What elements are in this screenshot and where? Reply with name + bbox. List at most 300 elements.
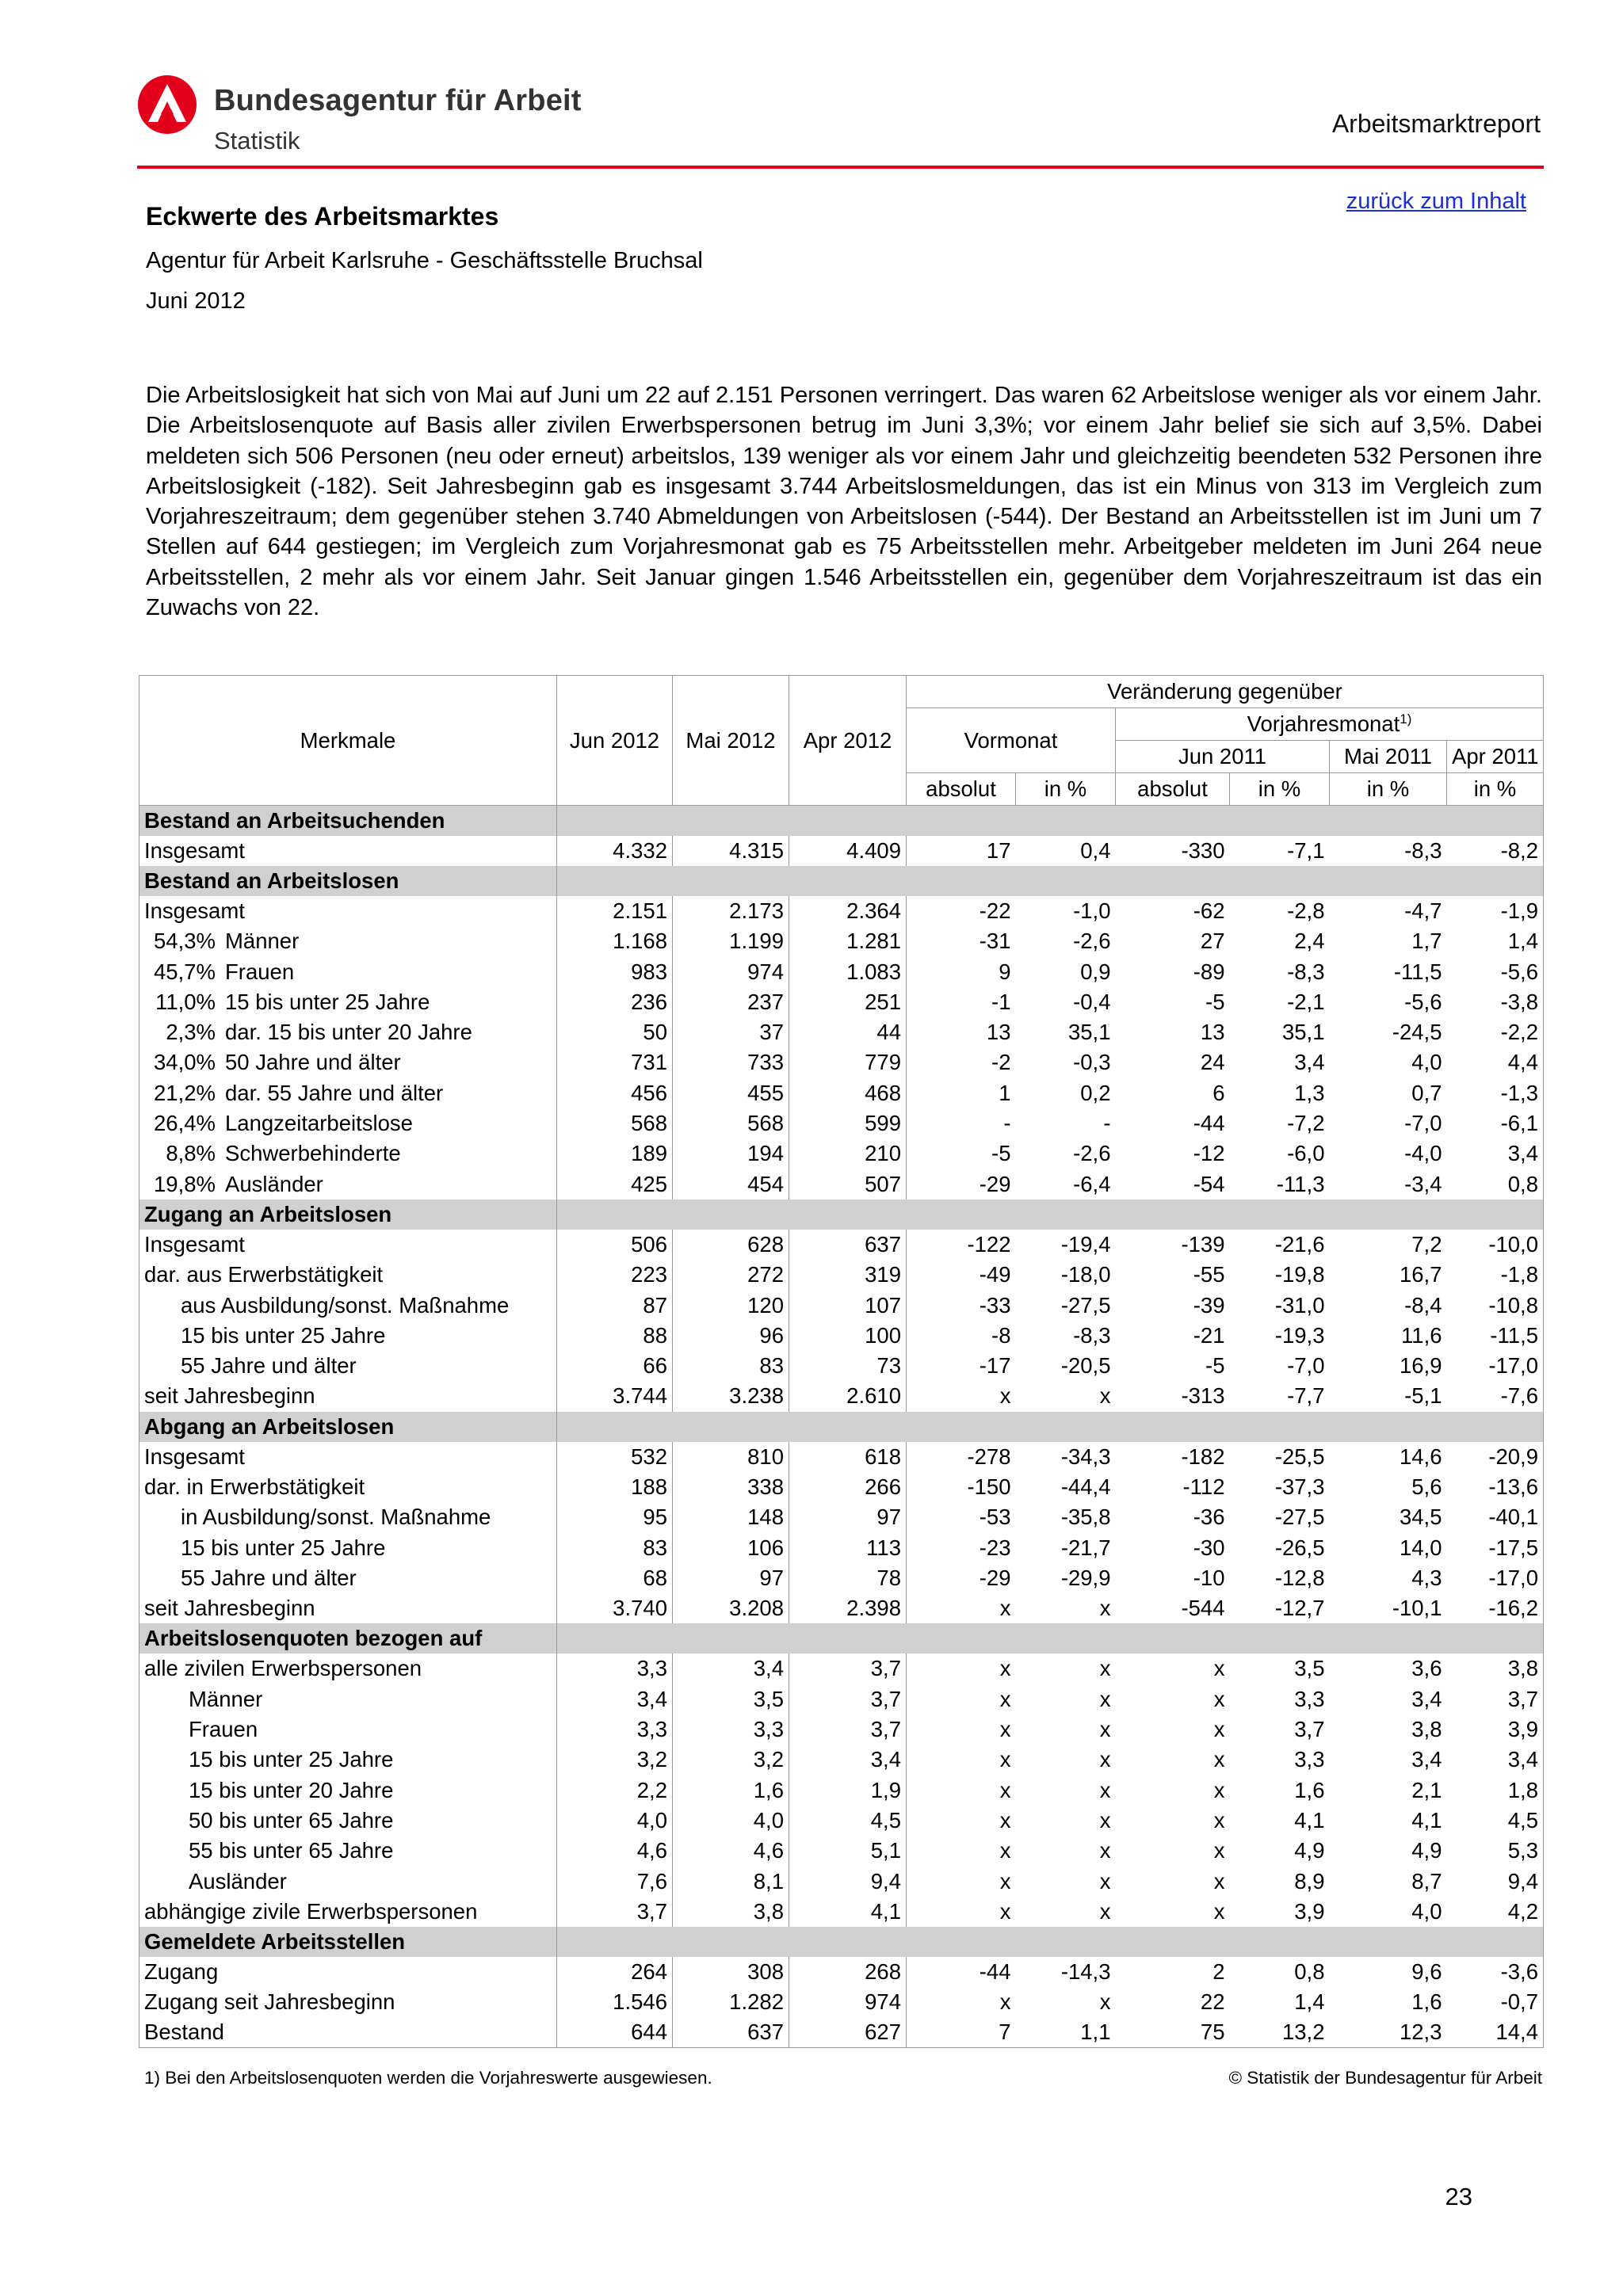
section-label: Zugang an Arbeitslosen: [139, 1199, 557, 1230]
cell-value: -17,0: [1488, 1353, 1538, 1379]
cell-value: -6,0: [1287, 1141, 1325, 1166]
cell-value: x: [1099, 1989, 1111, 2015]
row-label-text: dar. aus Erwerbstätigkeit: [144, 1262, 384, 1287]
cell-value: 0,8: [1294, 1959, 1325, 1985]
cell-value: -35,8: [1060, 1505, 1111, 1530]
cell-value: 731: [557, 1047, 673, 1077]
cell-value: 22: [1200, 1989, 1225, 2015]
cell-value: 210: [789, 1138, 907, 1169]
table-row: [139, 1866, 1544, 1896]
cell-value: -313: [1181, 1383, 1225, 1409]
cell-value: -10: [1193, 1565, 1225, 1590]
table-row: [139, 1078, 1544, 1108]
cell-value: x: [999, 1383, 1011, 1409]
cell-value: x: [1213, 1868, 1225, 1894]
cell-value: 3.744: [557, 1381, 673, 1411]
cell-value: -330: [1181, 837, 1225, 863]
cell-value: 223: [557, 1260, 673, 1290]
cell-value: 3,2: [673, 1745, 789, 1775]
table-row: [139, 1532, 1544, 1562]
cell-value: -2,8: [1287, 898, 1325, 923]
cell-value: 4,0: [557, 1806, 673, 1836]
page-number: 23: [1445, 2183, 1472, 2210]
cell-value: 13,2: [1281, 2019, 1325, 2045]
share-percent: 21,2%: [154, 1080, 216, 1105]
cell-value: 3,4: [1411, 1747, 1442, 1772]
cell-value: 974: [673, 956, 789, 986]
cell-value: -33: [979, 1292, 1011, 1318]
cell-value: 810: [673, 1442, 789, 1472]
table-row: [139, 1714, 1544, 1745]
row-label-text: Ausländer: [189, 1868, 287, 1894]
table-row: [139, 1987, 1544, 2017]
section-header-row: [139, 806, 1544, 836]
row-label-text: Insgesamt: [144, 1444, 245, 1469]
section-fill: [557, 806, 1544, 836]
table-row: [139, 1230, 1544, 1260]
table-row: [139, 1502, 1544, 1532]
cell-value: -11,5: [1490, 1322, 1538, 1348]
cell-value: 3,5: [1294, 1656, 1325, 1681]
cell-value: 4,3: [1411, 1565, 1442, 1590]
cell-value: -5: [991, 1141, 1011, 1166]
col-header-merkmale: Merkmale: [139, 676, 557, 806]
cell-value: -0,7: [1500, 1989, 1538, 2015]
cell-value: -3,6: [1500, 1959, 1538, 1985]
cell-value: 532: [557, 1442, 673, 1472]
row-label: [139, 1442, 557, 1472]
share-percent: 54,3%: [154, 929, 216, 954]
cell-value: 11,6: [1401, 1322, 1442, 1348]
cell-value: x: [999, 1807, 1011, 1833]
cell-value: 3,3: [673, 1714, 789, 1745]
cell-value: 27: [1200, 929, 1225, 954]
cell-value: 4,0: [673, 1806, 789, 1836]
cell-value: 14,4: [1495, 2019, 1538, 2045]
cell-value: -21: [1193, 1322, 1225, 1348]
col-header-vorjahresmonat: [1116, 708, 1544, 741]
cell-value: -5: [1205, 989, 1225, 1014]
cell-value: 5,6: [1411, 1474, 1442, 1499]
cell-value: 34,5: [1399, 1505, 1442, 1530]
org-subtitle: Statistik: [214, 127, 300, 154]
report-title: Arbeitsmarktreport: [1331, 109, 1541, 138]
row-label-text: abhängige zivile Erwerbspersonen: [144, 1898, 478, 1924]
cell-value: 637: [789, 1230, 907, 1260]
table-row: [139, 1442, 1544, 1472]
cell-value: -40,1: [1488, 1505, 1538, 1530]
cell-value: -7,0: [1287, 1353, 1325, 1379]
table-row: [139, 1745, 1544, 1775]
cell-value: 13: [1200, 1020, 1225, 1045]
table-row: [139, 1836, 1544, 1866]
cell-value: 1.281: [789, 926, 907, 956]
cell-value: 3,2: [557, 1745, 673, 1775]
section-label: Bestand an Arbeitslosen: [139, 866, 557, 896]
row-label: [139, 1017, 557, 1047]
cell-value: 3,4: [1294, 1050, 1325, 1075]
cell-value: 3,5: [673, 1684, 789, 1714]
table-row: [139, 1684, 1544, 1714]
cell-value: 1,8: [1507, 1777, 1538, 1802]
cell-value: -278: [967, 1444, 1011, 1469]
cell-value: x: [999, 1656, 1011, 1681]
row-label: [139, 1321, 557, 1351]
cell-value: -1,8: [1500, 1262, 1538, 1287]
cell-value: x: [1099, 1898, 1111, 1924]
cell-value: 272: [673, 1260, 789, 1290]
section-header-row: [139, 1412, 1544, 1442]
cell-value: 3,8: [673, 1897, 789, 1927]
cell-value: 87: [557, 1290, 673, 1320]
cell-value: 3,4: [673, 1653, 789, 1684]
cell-value: 2.398: [789, 1593, 907, 1623]
cell-value: 8,9: [1294, 1868, 1325, 1894]
table-row: [139, 1593, 1544, 1623]
cell-value: 618: [789, 1442, 907, 1472]
cell-value: 455: [673, 1078, 789, 1108]
cell-value: x: [999, 1777, 1011, 1802]
cell-value: x: [1099, 1868, 1111, 1894]
cell-value: -20,5: [1060, 1353, 1111, 1379]
cell-value: 3,7: [789, 1714, 907, 1745]
cell-value: 1,4: [1507, 929, 1538, 954]
col-header-absolut: absolut: [1116, 773, 1230, 806]
cell-value: 568: [673, 1108, 789, 1138]
cell-value: -31: [979, 929, 1011, 954]
cell-value: 35,1: [1067, 1020, 1111, 1045]
cell-value: -21,6: [1274, 1231, 1325, 1257]
table-row: [139, 1563, 1544, 1593]
cell-value: 454: [673, 1169, 789, 1199]
cell-value: -21,7: [1060, 1535, 1111, 1560]
cell-value: 35,1: [1281, 1020, 1325, 1045]
cell-value: 3,4: [1507, 1747, 1538, 1772]
table-row: [139, 1169, 1544, 1199]
cell-value: x: [1099, 1656, 1111, 1681]
cell-value: -182: [1181, 1444, 1225, 1469]
cell-value: -3,4: [1404, 1171, 1442, 1196]
row-label: [139, 1078, 557, 1108]
row-label-text: Zugang seit Jahresbeginn: [144, 1989, 395, 2015]
cell-value: 13: [986, 1020, 1011, 1045]
cell-value: 236: [557, 987, 673, 1017]
cell-value: 3,7: [557, 1897, 673, 1927]
cell-value: 113: [789, 1532, 907, 1562]
cell-value: -8,3: [1404, 837, 1442, 863]
cell-value: 37: [673, 1017, 789, 1047]
cell-value: -16,2: [1488, 1596, 1538, 1621]
cell-value: -19,8: [1274, 1262, 1325, 1287]
cell-value: 1.282: [673, 1987, 789, 2017]
cell-value: 251: [789, 987, 907, 1017]
row-label-text: 15 bis unter 25 Jahre: [225, 989, 430, 1014]
row-label: [139, 1897, 557, 1927]
cell-value: -2,2: [1500, 1020, 1538, 1045]
cell-value: 983: [557, 956, 673, 986]
cell-value: -7,6: [1500, 1383, 1538, 1409]
cell-value: 3,3: [557, 1653, 673, 1684]
cell-value: 9,4: [789, 1866, 907, 1896]
cell-value: -0,4: [1073, 989, 1111, 1014]
cell-value: -26,5: [1274, 1535, 1325, 1560]
cell-value: 95: [557, 1502, 673, 1532]
cell-value: x: [1099, 1807, 1111, 1833]
cell-value: -4,0: [1404, 1141, 1442, 1166]
cell-value: 1,4: [1294, 1989, 1325, 2015]
cell-value: 96: [673, 1321, 789, 1351]
cell-value: -2,6: [1073, 929, 1111, 954]
cell-value: -2,1: [1287, 989, 1325, 1014]
cell-value: 44: [789, 1017, 907, 1047]
row-label: [139, 1563, 557, 1593]
share-percent: 45,7%: [154, 959, 216, 984]
cell-value: -10,0: [1488, 1231, 1538, 1257]
cell-value: -55: [1193, 1262, 1225, 1287]
table-body: [139, 806, 1544, 2048]
cell-value: 644: [557, 2018, 673, 2048]
cell-value: -62: [1193, 898, 1225, 923]
cell-value: 2,4: [1294, 929, 1325, 954]
cell-value: -: [1003, 1111, 1011, 1136]
cell-value: -34,3: [1060, 1444, 1111, 1469]
col-header-in-pct: in %: [1330, 773, 1447, 806]
row-label: [139, 1957, 557, 1987]
cell-value: -49: [979, 1262, 1011, 1287]
cell-value: 264: [557, 1957, 673, 1987]
cell-value: 4.315: [673, 836, 789, 866]
cell-value: -29: [979, 1565, 1011, 1590]
col-header-jun2011: Jun 2011: [1116, 741, 1330, 773]
cell-value: 194: [673, 1138, 789, 1169]
cell-value: -6,4: [1073, 1171, 1111, 1196]
cell-value: 107: [789, 1290, 907, 1320]
cell-value: 1,6: [673, 1775, 789, 1806]
row-label: [139, 1230, 557, 1260]
cell-value: x: [1099, 1717, 1111, 1742]
cell-value: 5,3: [1507, 1838, 1538, 1863]
cell-value: 2: [1212, 1959, 1225, 1985]
cell-value: -13,6: [1488, 1474, 1538, 1499]
cell-value: 0,8: [1507, 1171, 1538, 1196]
row-label: [139, 1472, 557, 1502]
row-label: [139, 987, 557, 1017]
table-row: [139, 1260, 1544, 1290]
vorjahresmonat-label: Vorjahresmonat: [1247, 711, 1400, 737]
cell-value: x: [1213, 1686, 1225, 1711]
row-label-text: alle zivilen Erwerbspersonen: [144, 1656, 422, 1681]
cell-value: x: [1099, 1777, 1111, 1802]
cell-value: -8,2: [1500, 837, 1538, 863]
section-header-row: [139, 1927, 1544, 1957]
row-label-text: seit Jahresbeginn: [144, 1596, 315, 1621]
row-label: [139, 1866, 557, 1896]
cell-value: 68: [557, 1563, 673, 1593]
cell-value: 0,9: [1080, 959, 1111, 984]
cell-value: 0,2: [1080, 1080, 1111, 1105]
section-fill: [557, 866, 1544, 896]
back-to-contents-link[interactable]: zurück zum Inhalt: [1346, 189, 1526, 214]
cell-value: 1.083: [789, 956, 907, 986]
cell-value: 1,1: [1080, 2019, 1111, 2045]
cell-value: 3,4: [1411, 1686, 1442, 1711]
cell-value: 4.332: [557, 836, 673, 866]
section-header-row: [139, 1199, 1544, 1230]
cell-value: x: [1213, 1807, 1225, 1833]
row-label-text: Insgesamt: [144, 837, 245, 863]
section-fill: [557, 1412, 1544, 1442]
cell-value: 468: [789, 1078, 907, 1108]
row-label-text: dar. 55 Jahre und älter: [225, 1080, 444, 1105]
col-header-absolut: absolut: [907, 773, 1016, 806]
cell-value: x: [1099, 1747, 1111, 1772]
cell-value: 16,7: [1399, 1262, 1442, 1287]
row-label: [139, 1047, 557, 1077]
row-label: [139, 1653, 557, 1684]
cell-value: 66: [557, 1351, 673, 1381]
col-header-mai2012: Mai 2012: [673, 676, 789, 806]
cell-value: 78: [789, 1563, 907, 1593]
row-label-text: 55 Jahre und älter: [181, 1565, 357, 1590]
cell-value: 14,0: [1399, 1535, 1442, 1560]
row-label: [139, 1806, 557, 1836]
table-row: [139, 1957, 1544, 1987]
row-label-text: Insgesamt: [144, 898, 245, 923]
cell-value: -10,8: [1488, 1292, 1538, 1318]
cell-value: -7,0: [1404, 1111, 1442, 1136]
row-label-text: Männer: [225, 929, 300, 954]
cell-value: 4,0: [1411, 1898, 1442, 1924]
cell-value: -44,4: [1060, 1474, 1111, 1499]
section-fill: [557, 1623, 1544, 1653]
cell-value: -1,9: [1500, 898, 1538, 923]
cell-value: -5: [1205, 1353, 1225, 1379]
cell-value: 2,1: [1411, 1777, 1442, 1802]
row-label: [139, 926, 557, 956]
cell-value: 9: [999, 959, 1011, 984]
table-row: [139, 1381, 1544, 1411]
cell-value: -7,2: [1287, 1111, 1325, 1136]
cell-value: x: [999, 1747, 1011, 1772]
cell-value: x: [999, 1989, 1011, 2015]
row-label-text: 55 Jahre und älter: [181, 1353, 357, 1379]
section-fill: [557, 1927, 1544, 1957]
cell-value: 3,7: [789, 1653, 907, 1684]
cell-value: -2,6: [1073, 1141, 1111, 1166]
cell-value: 4,6: [673, 1836, 789, 1866]
cell-value: 779: [789, 1047, 907, 1077]
cell-value: 4,9: [1294, 1838, 1325, 1863]
section-label: Arbeitslosenquoten bezogen auf: [139, 1623, 557, 1653]
cell-value: 3,7: [789, 1684, 907, 1714]
cell-value: -18,0: [1060, 1262, 1111, 1287]
cell-value: x: [999, 1898, 1011, 1924]
cell-value: -6,1: [1500, 1111, 1538, 1136]
row-label-text: 15 bis unter 20 Jahre: [189, 1777, 394, 1802]
cell-value: 3,8: [1507, 1656, 1538, 1681]
cell-value: 507: [789, 1169, 907, 1199]
cell-value: -14,3: [1060, 1959, 1111, 1985]
cell-value: -150: [967, 1474, 1011, 1499]
row-label: [139, 1381, 557, 1411]
row-label: [139, 1108, 557, 1138]
cell-value: -19,4: [1060, 1231, 1111, 1257]
copyright: © Statistik der Bundesagentur für Arbeit: [1228, 2068, 1542, 2088]
cell-value: 4,1: [789, 1897, 907, 1927]
cell-value: -24,5: [1392, 1020, 1442, 1045]
row-label: [139, 1745, 557, 1775]
cell-value: 24: [1200, 1050, 1225, 1075]
cell-value: 4,1: [1294, 1807, 1325, 1833]
cell-value: 3,9: [1507, 1717, 1538, 1742]
cell-value: 0,7: [1411, 1080, 1442, 1105]
table-row: [139, 836, 1544, 866]
table-row: [139, 1472, 1544, 1502]
cell-value: -17,0: [1488, 1565, 1538, 1590]
cell-value: 16,9: [1399, 1353, 1442, 1379]
cell-value: -17: [979, 1353, 1011, 1379]
cell-value: -0,3: [1073, 1050, 1111, 1075]
cell-value: -122: [967, 1231, 1011, 1257]
table-row: [139, 956, 1544, 986]
cell-value: -36: [1193, 1505, 1225, 1530]
row-label-text: Langzeitarbeitslose: [225, 1111, 413, 1136]
cell-value: -12,7: [1274, 1596, 1325, 1621]
cell-value: 0,4: [1080, 837, 1111, 863]
cell-value: 106: [673, 1532, 789, 1562]
cell-value: 4,2: [1507, 1898, 1538, 1924]
section-label: Bestand an Arbeitsuchenden: [139, 806, 557, 836]
cell-value: 97: [789, 1502, 907, 1532]
cell-value: 3,3: [1294, 1686, 1325, 1711]
col-header-in-pct: in %: [1016, 773, 1116, 806]
row-label-text: dar. 15 bis unter 20 Jahre: [225, 1020, 472, 1045]
col-header-in-pct: in %: [1230, 773, 1330, 806]
table-row: [139, 1351, 1544, 1381]
row-label-text: 50 bis unter 65 Jahre: [189, 1807, 394, 1833]
cell-value: x: [999, 1838, 1011, 1863]
row-label: [139, 2018, 557, 2048]
cell-value: 3,6: [1411, 1656, 1442, 1681]
cell-value: -11,5: [1393, 959, 1442, 984]
row-label: [139, 1290, 557, 1320]
cell-value: 628: [673, 1230, 789, 1260]
table-row: [139, 2018, 1544, 2048]
col-header-mai2011: Mai 2011: [1330, 741, 1447, 773]
cell-value: -112: [1182, 1474, 1225, 1499]
cell-value: 4,4: [1507, 1050, 1538, 1075]
org-name: Bundesagentur für Arbeit: [214, 84, 582, 117]
cell-value: 1,6: [1294, 1777, 1325, 1802]
row-label: [139, 1593, 557, 1623]
share-percent: 8,8%: [166, 1141, 216, 1166]
share-percent: 19,8%: [154, 1171, 216, 1196]
cell-value: 75: [1200, 2019, 1225, 2045]
cell-value: 425: [557, 1169, 673, 1199]
share-percent: 2,3%: [166, 1020, 216, 1045]
cell-value: 5,1: [789, 1836, 907, 1866]
cell-value: 6: [1212, 1080, 1225, 1105]
table-row: [139, 1017, 1544, 1047]
cell-value: 338: [673, 1472, 789, 1502]
cell-value: -89: [1193, 959, 1225, 984]
col-header-apr2012: Apr 2012: [789, 676, 907, 806]
labour-market-table: [139, 675, 1544, 2048]
cell-value: x: [1213, 1777, 1225, 1802]
cell-value: 73: [789, 1351, 907, 1381]
cell-value: x: [1213, 1898, 1225, 1924]
cell-value: 2.364: [789, 896, 907, 926]
